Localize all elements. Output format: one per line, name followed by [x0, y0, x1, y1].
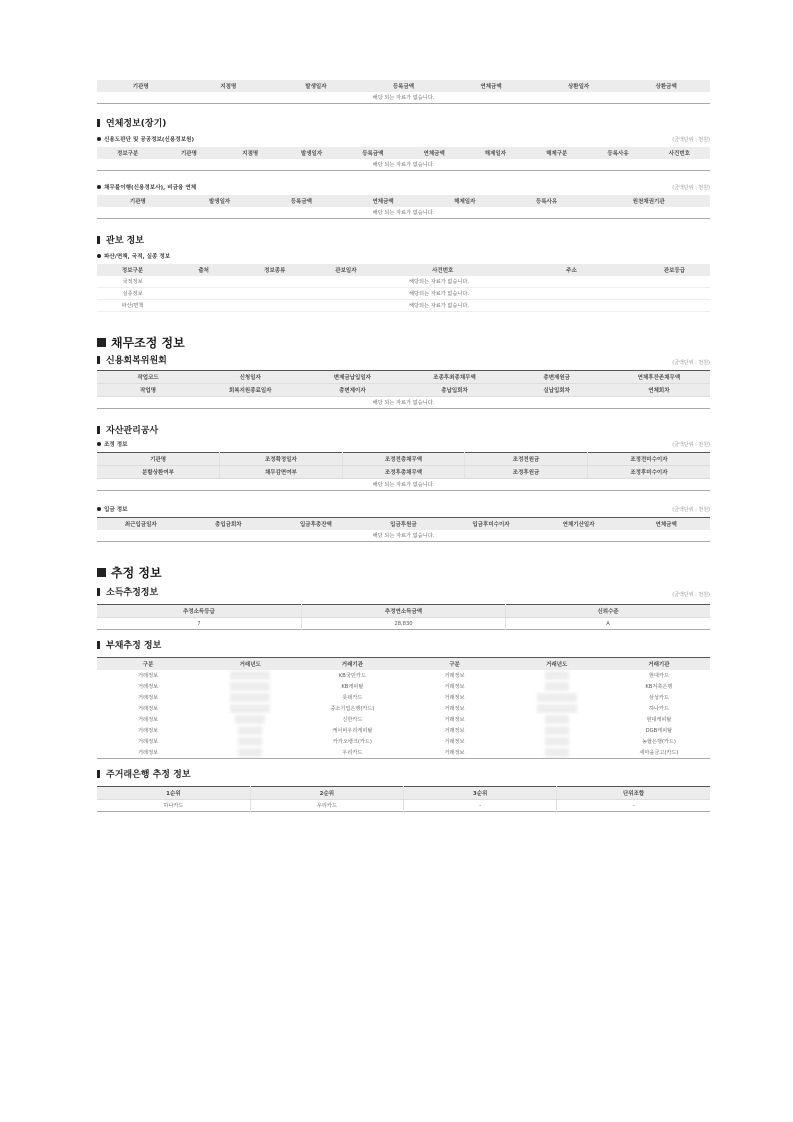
- col-reg-amount: 등록금액: [342, 147, 403, 159]
- col-total-rounds: 총납입회차: [403, 384, 505, 397]
- col-info-type: 정보구분: [97, 147, 158, 159]
- redacted-year: [199, 670, 301, 681]
- table-row: 파산/면책 해당되는 자료가 없습니다.: [97, 300, 710, 312]
- table-row: 거래정보 우리카드 거래정보 새마을금고(카드): [97, 747, 710, 759]
- col-institution: 기관명: [158, 147, 219, 159]
- no-data-text: 해당 되는 자료가 없습니다.: [372, 95, 435, 101]
- table-row: 국적정보 해당되는 자료가 없습니다.: [97, 276, 710, 288]
- col-income-grade: 추정소득등급: [97, 605, 301, 618]
- col-address: 주소: [504, 264, 639, 276]
- section-bar-icon: [97, 356, 100, 364]
- col-work-name: 작업명: [97, 384, 199, 397]
- kamco-deposit-title: 입금 정보: [97, 505, 128, 513]
- top-table-header: [97, 80, 710, 92]
- col-interest-after: 입금후미수이자: [447, 518, 535, 531]
- col-rank-3: 3순위: [404, 787, 557, 800]
- unit-label: (금액단위 : 천원): [672, 442, 710, 448]
- col-repay-amount: 상환금액: [622, 80, 710, 92]
- debt-est-title: 부채추정 정보: [97, 638, 710, 651]
- section-bar-icon: [97, 119, 100, 127]
- col-gazette-date: 관보일자: [310, 264, 381, 276]
- income-est-title: 소득추정정보: [97, 585, 158, 598]
- col-branch: 지점명: [185, 80, 273, 92]
- confidence-value: A: [506, 618, 710, 630]
- section-square-icon: [97, 568, 106, 577]
- col-release-date: 해제일자: [465, 147, 526, 159]
- col-release-date: 해제일자: [424, 195, 506, 207]
- table-row: 거래정보 KB국민카드 거래정보 현대카드: [97, 670, 710, 681]
- col-arrears-amount: 연체금액: [447, 80, 535, 92]
- col-info-kind: 정보종류: [239, 264, 310, 276]
- redacted-year: [199, 703, 301, 714]
- no-data-text: 해당 되는 자료가 없습니다.: [372, 400, 435, 406]
- section-square-icon: [97, 338, 106, 347]
- arrears-sub1-title: 신용도판단 및 공공정보(신용정보원): [97, 135, 194, 143]
- table-row: 거래정보 KB캐피탈 거래정보 KB저축은행: [97, 681, 710, 692]
- main-bank-table: [97, 786, 710, 812]
- top-repayment-table: [97, 80, 710, 104]
- col-info-type: 정보구분: [97, 264, 168, 276]
- section-bar-icon: [97, 426, 100, 434]
- col-occur-date: 발생일자: [281, 147, 342, 159]
- redacted-year: [506, 670, 608, 681]
- col-installment: 분할상환여부: [97, 466, 220, 479]
- table-row: 거래정보 케이비우리캐피탈 거래정보 DGB캐피탈: [97, 725, 710, 736]
- col-post-interest: 조정후미수이자: [587, 466, 710, 479]
- col-institution: 기관명: [97, 80, 185, 92]
- col-occur-date: 발생일자: [272, 80, 360, 92]
- col-confidence: 신뢰수준: [506, 605, 710, 618]
- col-reg-reason: 등록사유: [506, 195, 588, 207]
- kamco-adjust-table: [97, 452, 710, 491]
- col-rank-2: 2순위: [250, 787, 403, 800]
- unit-label: (금액단위 : 천원): [672, 137, 710, 143]
- unit-label: (금액단위 : 천원): [672, 185, 710, 191]
- unit-union-value: -: [557, 800, 710, 812]
- debt-estimate-table: [97, 657, 710, 759]
- table-row: 거래정보 롯데카드 거래정보 삼성카드: [97, 692, 710, 703]
- section-bar-icon: [97, 588, 100, 596]
- annual-income-value: 28,830: [301, 618, 505, 630]
- section-bar-icon: [97, 770, 100, 778]
- col-rank-1: 1순위: [97, 787, 250, 800]
- col-pre-principal: 조정전원금: [465, 453, 588, 466]
- col-confirm-date: 조정확정일자: [220, 453, 343, 466]
- unit-label: (금액단위 : 천원): [672, 507, 710, 513]
- arrears-public-table: [97, 147, 710, 171]
- col-work-code: 작업코드: [97, 371, 199, 384]
- col-trade-year: 거래년도: [506, 658, 608, 671]
- redacted-year: [199, 725, 301, 736]
- rank-3-value: -: [404, 800, 557, 812]
- col-source: 출처: [168, 264, 239, 276]
- no-data-text: 해당 되는 자료가 없습니다.: [372, 210, 435, 216]
- official-gazette-title: 관보 정보: [97, 233, 710, 246]
- col-post-total-debt: 조정후총채무액: [342, 466, 465, 479]
- credit-report-page: [97, 0, 710, 812]
- col-repay-date: 상환일자: [535, 80, 623, 92]
- ccrs-title: 신용회복위원회: [97, 353, 167, 366]
- col-post-principal: 조정후원금: [465, 466, 588, 479]
- redacted-year: [199, 692, 301, 703]
- redacted-year: [506, 681, 608, 692]
- redacted-year: [506, 692, 608, 703]
- col-annual-income: 추정연소득금액: [301, 605, 505, 618]
- col-occur-date: 발생일자: [179, 195, 261, 207]
- col-overdue-amount: 연체금액: [622, 518, 710, 531]
- arrears-section-title: 연체정보(장기): [97, 116, 710, 129]
- col-reg-reason: 등록사유: [587, 147, 648, 159]
- col-last-deposit: 최근입금일자: [97, 518, 185, 531]
- col-arrears-amount: 연체금액: [403, 147, 464, 159]
- col-trade-institution: 거래기관: [301, 658, 403, 671]
- table-row: 거래정보 중소기업은행(카드) 거래정보 하나카드: [97, 703, 710, 714]
- col-reg-amount: 등록금액: [360, 80, 448, 92]
- col-payment-date: 변제금납입일자: [301, 371, 403, 384]
- col-release-type: 해제구분: [526, 147, 587, 159]
- col-case-no: 사건번호: [649, 147, 710, 159]
- col-institution: 기관명: [97, 453, 220, 466]
- ccrs-table: [97, 370, 710, 409]
- no-data-text: 해당 되는 자료가 없습니다.: [372, 162, 435, 168]
- col-unit-union: 단위조합: [557, 787, 710, 800]
- bullet-icon: [97, 137, 101, 141]
- col-gazette-grade: 관보등급: [639, 264, 710, 276]
- redacted-year: [506, 714, 608, 725]
- kamco-adj-title: 조정 정보: [97, 440, 128, 448]
- rank-2-value: 우리카드: [250, 800, 403, 812]
- estimate-title: 추정 정보: [97, 564, 710, 581]
- col-balance-after: 입금후총잔액: [272, 518, 360, 531]
- col-category: 구분: [97, 658, 199, 671]
- col-recovery-end: 회복지원종료일자: [199, 384, 301, 397]
- unit-label: (금액단위 : 천원): [672, 592, 710, 598]
- table-row: 거래정보 카카오뱅크(카드) 거래정보 농협은행(카드): [97, 736, 710, 747]
- col-trade-institution: 거래기관: [608, 658, 710, 671]
- bullet-icon: [97, 507, 101, 511]
- section-bar-icon: [97, 236, 100, 244]
- col-reduction: 채무감면여부: [220, 466, 343, 479]
- official-sub-title: 파산/면책, 국적, 실종 정보: [97, 252, 170, 260]
- redacted-year: [506, 736, 608, 747]
- col-pre-interest: 조정전미수이자: [587, 453, 710, 466]
- col-overdue-start: 연체기산일자: [535, 518, 623, 531]
- col-branch: 지점명: [220, 147, 281, 159]
- no-data-text: 해당 되는 자료가 없습니다.: [372, 533, 435, 539]
- kamco-title: 자산관리공사: [97, 423, 710, 436]
- redacted-year: [506, 725, 608, 736]
- col-total-interest: 총변제이자: [301, 384, 403, 397]
- section-bar-icon: [97, 641, 100, 649]
- redacted-year: [199, 714, 301, 725]
- redacted-year: [506, 747, 608, 759]
- col-category: 구분: [403, 658, 505, 671]
- col-institution: 기관명: [97, 195, 179, 207]
- bullet-icon: [97, 442, 101, 446]
- col-total-deposits: 총입금회차: [185, 518, 273, 531]
- col-pre-total-debt: 조정전총채무액: [342, 453, 465, 466]
- no-data-text: 해당 되는 자료가 없습니다.: [372, 482, 435, 488]
- col-final-debt: 조종후최종채무액: [403, 371, 505, 384]
- redacted-year: [506, 703, 608, 714]
- col-remaining-debt: 연체후잔존채무액: [608, 371, 710, 384]
- main-bank-title: 주거래은행 추정 정보: [97, 767, 710, 780]
- table-row: 실종정보 해당되는 자료가 없습니다.: [97, 288, 710, 300]
- income-estimate-table: [97, 604, 710, 630]
- arrears-default-table: [97, 195, 710, 219]
- col-total-principal: 총변제원금: [506, 371, 608, 384]
- col-trade-year: 거래년도: [199, 658, 301, 671]
- official-gazette-table: [97, 264, 710, 312]
- col-arrears-amount: 연체금액: [342, 195, 424, 207]
- col-principal-after: 입금후원금: [360, 518, 448, 531]
- col-actual-rounds: 실납입회차: [506, 384, 608, 397]
- col-case-no: 사건번호: [381, 264, 504, 276]
- income-grade-value: 7: [197, 620, 201, 627]
- col-origin-creditor: 원천채권기관: [587, 195, 710, 207]
- redacted-year: [199, 736, 301, 747]
- arrears-sub2-title: 채무불이행(신용정보사), 비금융 연체: [97, 183, 196, 191]
- bullet-icon: [97, 185, 101, 189]
- kamco-deposit-table: [97, 517, 710, 542]
- redacted-year: [199, 681, 301, 692]
- debt-adjust-title: 채무조정 정보: [97, 334, 710, 351]
- col-overdue-rounds: 연체회차: [608, 384, 710, 397]
- bullet-icon: [97, 254, 101, 258]
- rank-1-value: 하나카드: [163, 803, 184, 809]
- redacted-year: [199, 747, 301, 759]
- table-row: 거래정보 신한카드 거래정보 현대캐피탈: [97, 714, 710, 725]
- col-apply-date: 신청일자: [199, 371, 301, 384]
- unit-label: (금액단위 : 천원): [672, 360, 710, 366]
- col-reg-amount: 등록금액: [260, 195, 342, 207]
